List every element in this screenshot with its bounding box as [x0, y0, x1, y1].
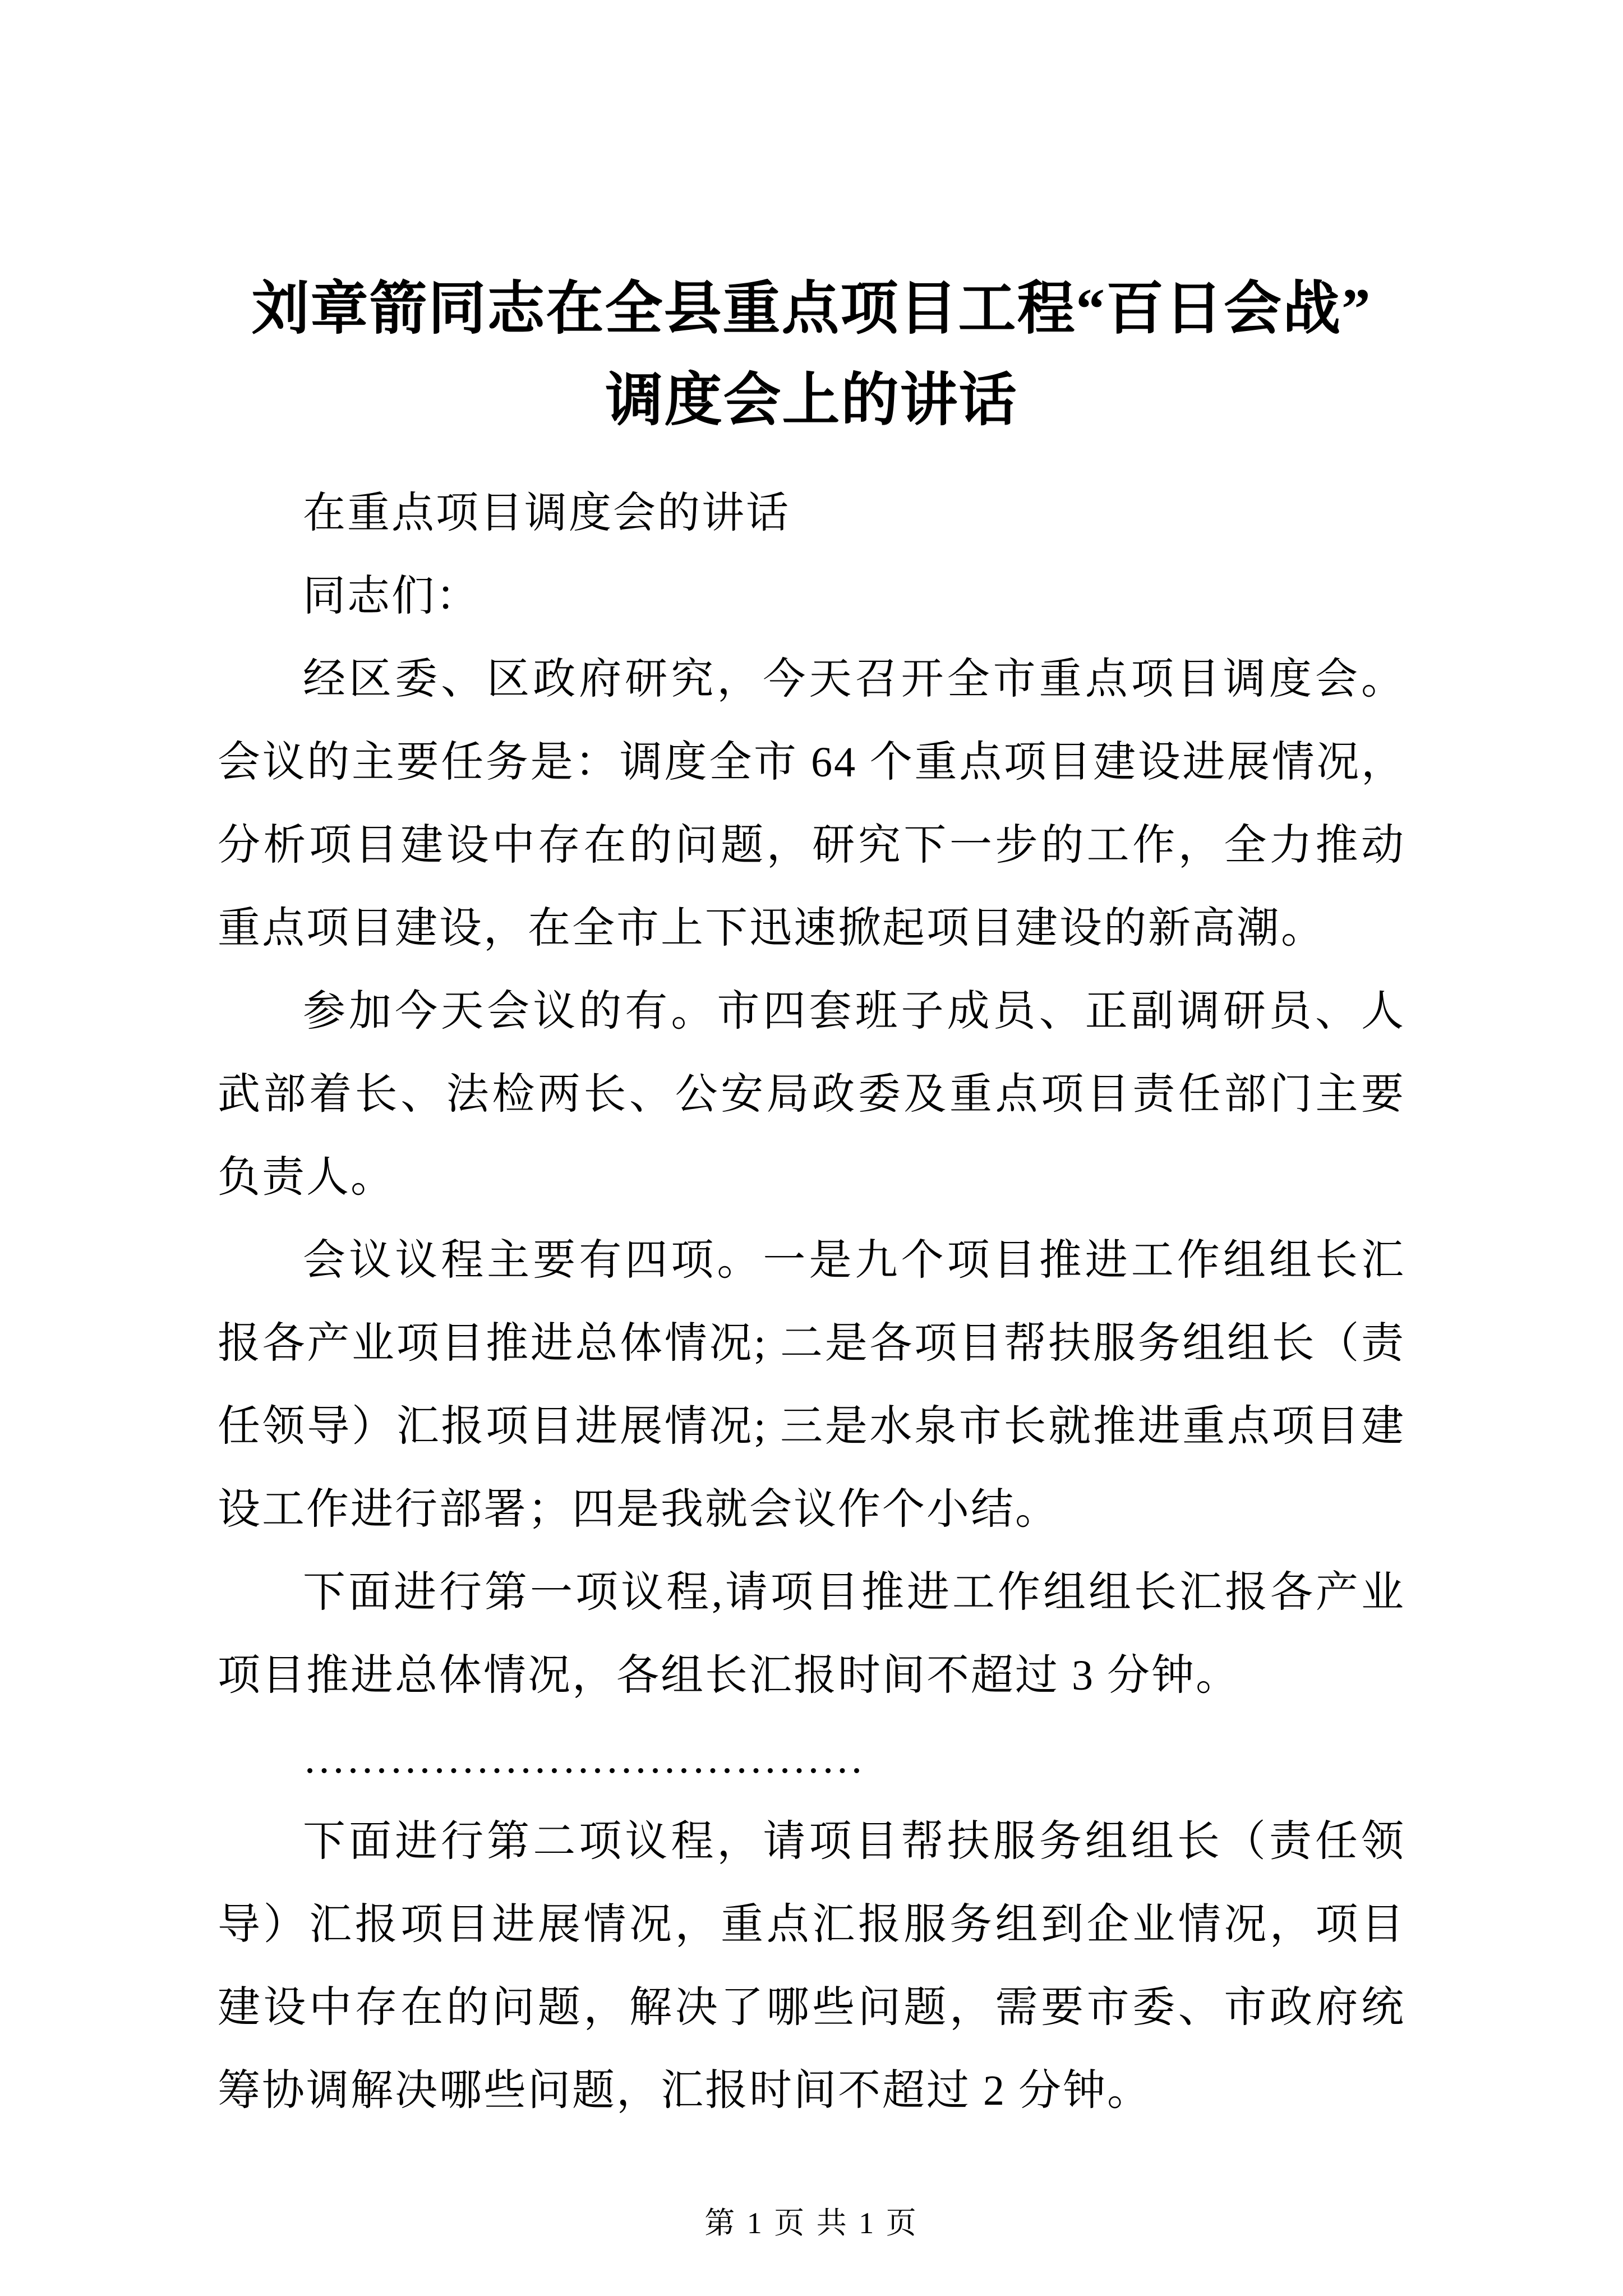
paragraph-attendees: 参加今天会议的有。市四套班子成员、正副调研员、人武部着长、法检两长、公安局政委及重点项目责任部门主要负责人。	[218, 988, 1405, 1202]
paragraph-second-agenda-item: 下面进行第二项议程，请项目帮扶服务组组长（责任领导）汇报项目进展情况，重点汇报服务组到企业情况，项目建设中存在的问题，解决了哪些问题，需要市委、市政府统筹协调解决哪些问题，汇报时间不超过 2 分钟。	[218, 1818, 1405, 2115]
title-line-1: 刘章箭同志在全县重点项目工程“百日会战”	[251, 277, 1372, 341]
paragraph-subtitle: 在重点项目调度会的讲话	[303, 490, 790, 537]
title-line-2: 调度会上的讲话	[605, 368, 1018, 432]
paragraph-salutation: 同志们：	[303, 573, 480, 620]
paragraph-first-agenda-item: 下面进行第一项议程,请项目推进工作组组长汇报各产业项目推进总体情况，各组长汇报时间不超过 3 分钟。	[218, 1569, 1405, 1700]
paragraph-meeting-tasks: 经区委、区政府研究，今天召开全市重点项目调度会。会议的主要任务是：调度全市 64 个重点项目建设进展情况，分析项目建设中存在的问题，研究下一步的工作，全力推动重点项目建设，在全市上下迅速掀起项目建设的新高潮。	[218, 656, 1405, 953]
document-title	[218, 264, 1405, 446]
dots-separator: …………………………………	[303, 1735, 864, 1783]
paragraph-agenda: 会议议程主要有四项。一是九个项目推进工作组组长汇报各产业项目推进总体情况; 二是各项目帮扶服务组组长（责任领导）汇报项目进展情况; 三是水泉市长就推进重点项目建设工作进行部署；四是我就会议作个小结。	[218, 1237, 1405, 1534]
page-number: 第 1 页 共 1 页	[704, 2206, 919, 2240]
page-footer	[0, 2199, 1623, 2242]
